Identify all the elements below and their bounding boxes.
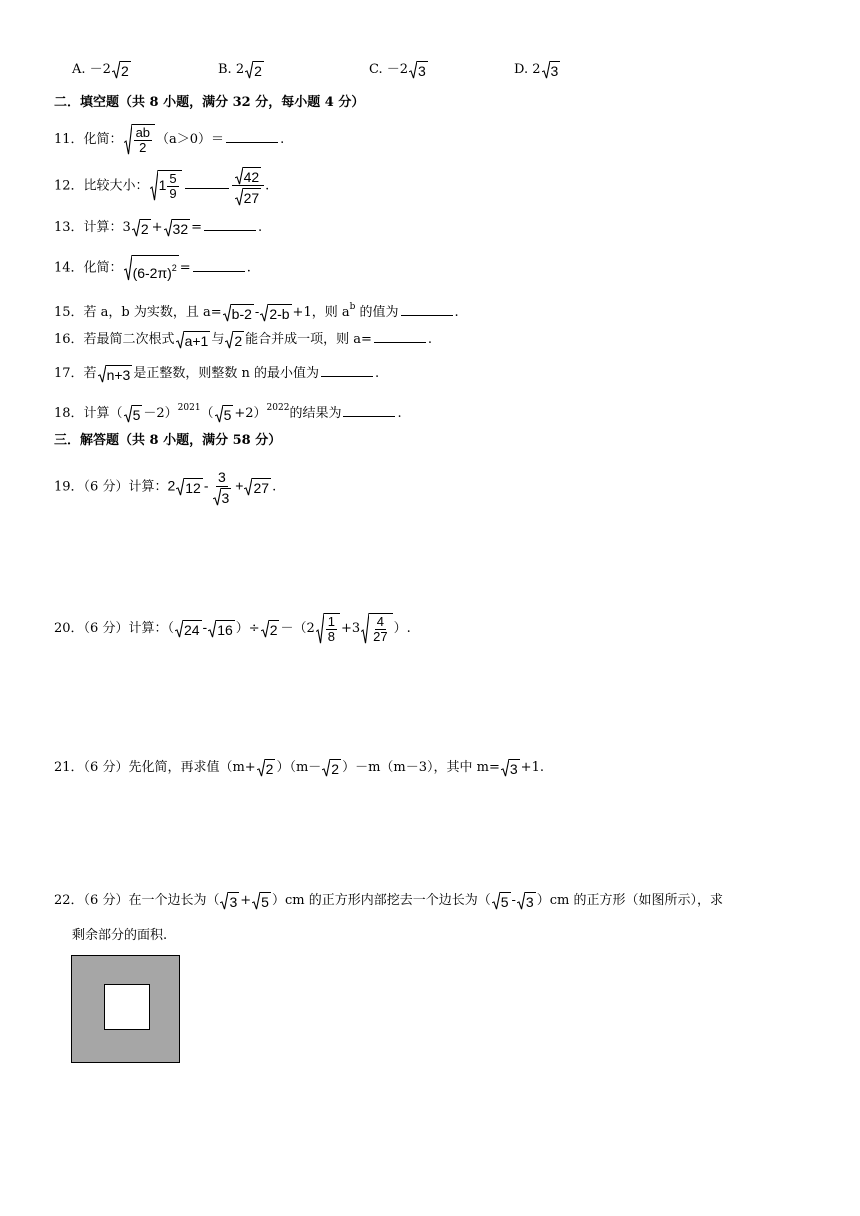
q13-end: .	[258, 220, 263, 235]
radical: $\frac{4}{27}$	[361, 613, 392, 644]
question-22	[54, 891, 723, 911]
radical: 16	[208, 620, 235, 638]
radical: 1 $\frac{5}{9}$	[150, 170, 182, 201]
q20-plus: +3	[341, 621, 361, 636]
question-11	[54, 124, 284, 155]
q19-text: （6 分）计算：	[83, 479, 168, 495]
q15-tail2: 的值为	[355, 305, 399, 320]
answer-blank	[374, 330, 426, 343]
answer-blank	[204, 218, 256, 231]
q21-number: 21．	[54, 760, 84, 775]
radical: 3	[220, 892, 239, 910]
q18-exp2: 2022	[266, 403, 290, 413]
q14-exponent: 2	[171, 263, 177, 273]
q21-text: （6 分）先化简，再求值（m+	[83, 760, 256, 775]
q20-end: ）.	[393, 621, 411, 636]
q18-part2: （	[200, 406, 214, 421]
question-21	[54, 758, 544, 778]
choice-d	[514, 60, 561, 80]
choice-a-coef: －2	[89, 62, 111, 77]
q20-div: ）÷	[235, 621, 260, 636]
q19-coef: 2	[167, 477, 176, 494]
q16-number: 16．	[54, 332, 84, 347]
radical: 5	[124, 405, 143, 423]
q19-end: .	[272, 479, 277, 495]
q21-part2: ）－m（m－3），其中 m=	[342, 760, 500, 775]
q17-number: 17．	[54, 366, 84, 381]
q22-minus: -	[511, 893, 516, 908]
question-22-line2: 剩余部分的面积.	[72, 928, 168, 943]
question-20	[54, 613, 411, 644]
question-17	[54, 364, 379, 384]
q14-eq: =	[179, 260, 191, 276]
q15-tail: +1，则 a	[292, 305, 350, 320]
radical: 2-b	[260, 304, 291, 322]
radical: b-2	[223, 304, 254, 322]
q20-text: （6 分）计算：（	[83, 621, 174, 636]
square-figure	[71, 955, 180, 1063]
choice-d-coef: 2	[532, 62, 541, 77]
choice-a-label: A.	[72, 62, 86, 77]
q15-sup: b	[349, 302, 356, 312]
question-13	[54, 218, 262, 238]
q22-plus: +	[240, 893, 252, 908]
q13-eq: =	[191, 220, 203, 235]
choice-c	[369, 60, 429, 80]
choice-b-coef: 2	[235, 62, 245, 77]
radical: 3	[542, 61, 561, 79]
radical: 5	[252, 892, 271, 910]
answer-blank	[226, 130, 278, 143]
answer-blank	[185, 176, 229, 189]
radical: 27	[244, 478, 271, 496]
q16-mid: 与	[211, 332, 225, 347]
q15-number: 15．	[54, 305, 84, 320]
q18-number: 18．	[54, 406, 84, 421]
choice-a	[72, 60, 132, 80]
q19-minus: -	[203, 477, 209, 494]
radical: a+1	[176, 331, 211, 349]
q11-condition: （a＞0）＝	[156, 132, 225, 147]
section-2-title: 二．填空题（共 8 小题，满分 32 分，每小题 4 分）	[54, 95, 365, 110]
q17-tail: 是正整数，则整数 n 的最小值为	[133, 366, 319, 381]
q14-radicand: (6-2π)	[132, 265, 172, 281]
q22-part2: ）cm 的正方形（如图所示），求	[536, 893, 723, 908]
question-12: 12．比较大小： 1 $\frac{5}{9}$ $\frac{42}{27}$ .	[54, 166, 269, 206]
q21-end: +1.	[520, 760, 544, 775]
q11-end: .	[280, 132, 285, 147]
q19-plus: +	[235, 477, 244, 494]
q18-text: 计算（	[83, 406, 123, 421]
radical: 3	[501, 759, 520, 777]
radical: 3	[409, 61, 428, 79]
q18-part1: －2）	[143, 406, 178, 421]
q17-text: 若	[83, 366, 97, 381]
q18-part3: +2）	[234, 406, 267, 421]
radical: 2	[322, 759, 341, 777]
q16-end: .	[427, 332, 433, 347]
q13-text: 计算：3	[83, 220, 131, 235]
radical: 2	[112, 61, 131, 79]
section-3-title: 三．解答题（共 8 小题，满分 58 分）	[54, 433, 282, 448]
radical: $\frac{1}{8}$	[316, 613, 340, 644]
radical: 2	[132, 219, 151, 237]
q14-number: 14．	[54, 260, 84, 276]
radical: 5	[492, 892, 511, 910]
q18-tail: 的结果为	[289, 406, 342, 421]
q22-text: （6 分）在一个边长为（	[83, 893, 220, 908]
inner-square-hole	[104, 984, 150, 1030]
answer-blank	[343, 404, 395, 417]
q22-number: 22．	[54, 893, 84, 908]
question-16	[54, 330, 432, 350]
radical: 24	[175, 620, 202, 638]
choice-b	[218, 60, 265, 80]
radical	[124, 255, 179, 281]
radical: 12	[176, 478, 203, 496]
q11-text: 化简：	[83, 132, 123, 147]
q22-part1: ）cm 的正方形内部挖去一个边长为（	[271, 893, 491, 908]
radical: 2	[245, 61, 264, 79]
q20-minus: -	[202, 619, 208, 635]
radical: 32	[164, 219, 191, 237]
radical: $\frac{ab}{2}$	[124, 124, 155, 155]
question-18	[54, 398, 402, 424]
q15-minus: -	[254, 305, 260, 320]
radical: 5	[215, 405, 234, 423]
q14-text: 化简：	[83, 260, 123, 276]
q15-end: .	[454, 305, 459, 320]
q21-part1: ）（m－	[276, 760, 322, 775]
radical: n+3	[98, 365, 133, 383]
q19-number: 19．	[54, 479, 84, 495]
question-14	[54, 255, 251, 281]
choice-c-label: C.	[369, 62, 383, 77]
radical: 2	[261, 620, 280, 638]
q12-integer: 1	[158, 177, 167, 194]
q18-exp1: 2021	[177, 403, 201, 413]
radical: 3	[517, 892, 536, 910]
question-19: 19．（6 分）计算：2 12 - $\frac{3}{3}$ + 27 .	[54, 469, 277, 507]
q20-number: 20．	[54, 621, 84, 636]
question-15	[54, 297, 459, 323]
q15-text: 若 a，b 为实数，且 a=	[83, 305, 222, 320]
answer-blank	[193, 259, 245, 272]
q18-end: .	[397, 406, 402, 421]
q13-plus: +	[151, 220, 163, 235]
radical: 2	[257, 759, 276, 777]
answer-blank	[401, 303, 453, 316]
choice-b-label: B.	[218, 62, 232, 77]
choice-d-label: D.	[514, 62, 529, 77]
q16-text: 若最简二次根式	[83, 332, 175, 347]
q12-end: .	[265, 178, 270, 194]
q11-number: 11．	[54, 132, 84, 147]
q16-tail: 能合并成一项，则 a=	[245, 332, 372, 347]
q13-number: 13．	[54, 220, 84, 235]
q14-end: .	[246, 260, 251, 276]
q20-part2: －（2	[280, 621, 315, 636]
q12-number: 12．	[54, 178, 84, 194]
choice-c-coef: －2	[386, 62, 409, 77]
radical: 2	[225, 331, 244, 349]
q12-text: 比较大小：	[83, 178, 149, 194]
answer-blank	[321, 364, 373, 377]
q17-end: .	[374, 366, 380, 381]
